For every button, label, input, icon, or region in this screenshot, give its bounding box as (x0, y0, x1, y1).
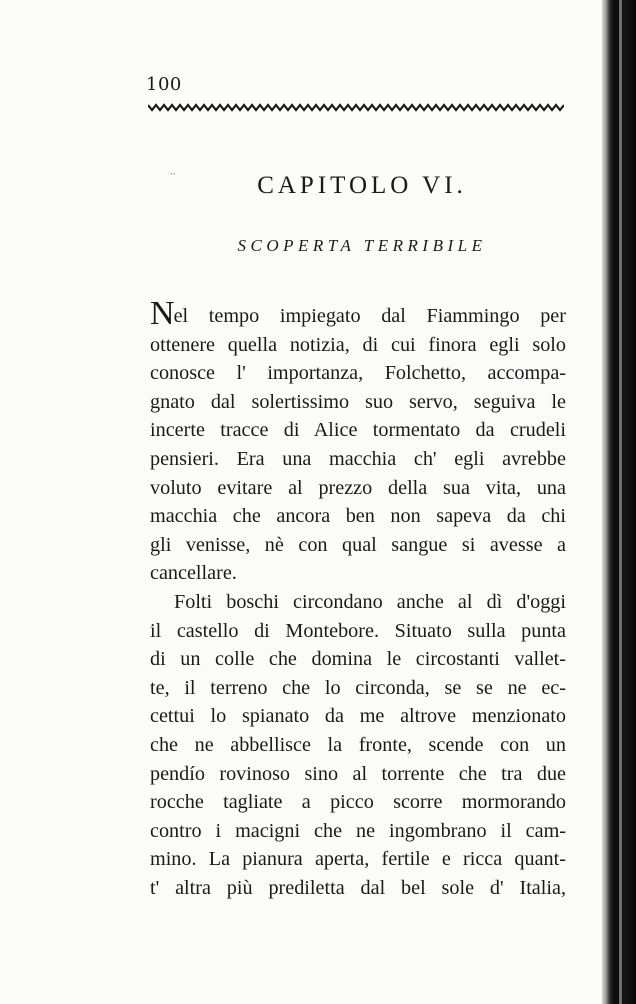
page-number: 100 (146, 74, 182, 95)
print-speck: ‧‧ (170, 170, 176, 180)
body-text (150, 295, 566, 902)
text-line: il castello di Montebore. Situato sulla punta (150, 619, 566, 642)
chapter-subtitle: SCOPERTA TERRIBILE (237, 236, 487, 255)
text-line: gli venisse, nè con qual sangue si avesse a (150, 533, 566, 556)
text-line: voluto evitare al prezzo della sua vita, una (150, 476, 566, 499)
text-line: cettui lo spianato da me altrove menzionato (150, 705, 566, 728)
text-line: rocche tagliate a picco scorre mormorando (150, 791, 566, 814)
paragraph-2 (150, 588, 566, 903)
text-line: pensieri. Era una macchia ch' egli avrebbe (150, 447, 566, 470)
text-line: te, il terreno che lo circonda, se se ne ec- (150, 676, 566, 699)
text-line: Folti boschi circondano anche al dì d'oggi (174, 590, 566, 613)
text-line: gnato dal solertissimo suo servo, seguiva le (150, 390, 566, 413)
text-line: ottenere quella notizia, di cui finora egli solo (150, 333, 566, 356)
text-line: contro i macigni che ne ingombrano il cam- (150, 819, 566, 842)
paragraph-1 (150, 295, 566, 588)
text-line: incerte tracce di Alice tormentato da crudeli (150, 419, 566, 442)
text-line: cancellare. (150, 562, 237, 585)
text-line: mino. La pianura aperta, fertile e ricca quant- (150, 848, 566, 871)
decorative-rule-ornament (148, 100, 564, 114)
binding-highlight (619, 0, 622, 1004)
chapter-title: CAPITOLO VI. (257, 172, 467, 199)
text-line: Nel tempo impiegato dal Fiammingo per (150, 295, 566, 332)
text-line: pendío rovinoso sino al torrente che tra due (150, 762, 566, 785)
drop-cap: N (150, 295, 174, 332)
text-line: macchia che ancora ben non sapeva da chi (150, 505, 566, 528)
text-line: che ne abbellisce la fronte, scende con un (150, 733, 566, 756)
text-line: di un colle che domina le circostanti vallet- (150, 648, 566, 671)
text-line: conosce l' importanza, Folchetto, accompa- (150, 362, 566, 385)
text-line: t' altra più prediletta dal bel sole d' Italia, (150, 876, 566, 899)
